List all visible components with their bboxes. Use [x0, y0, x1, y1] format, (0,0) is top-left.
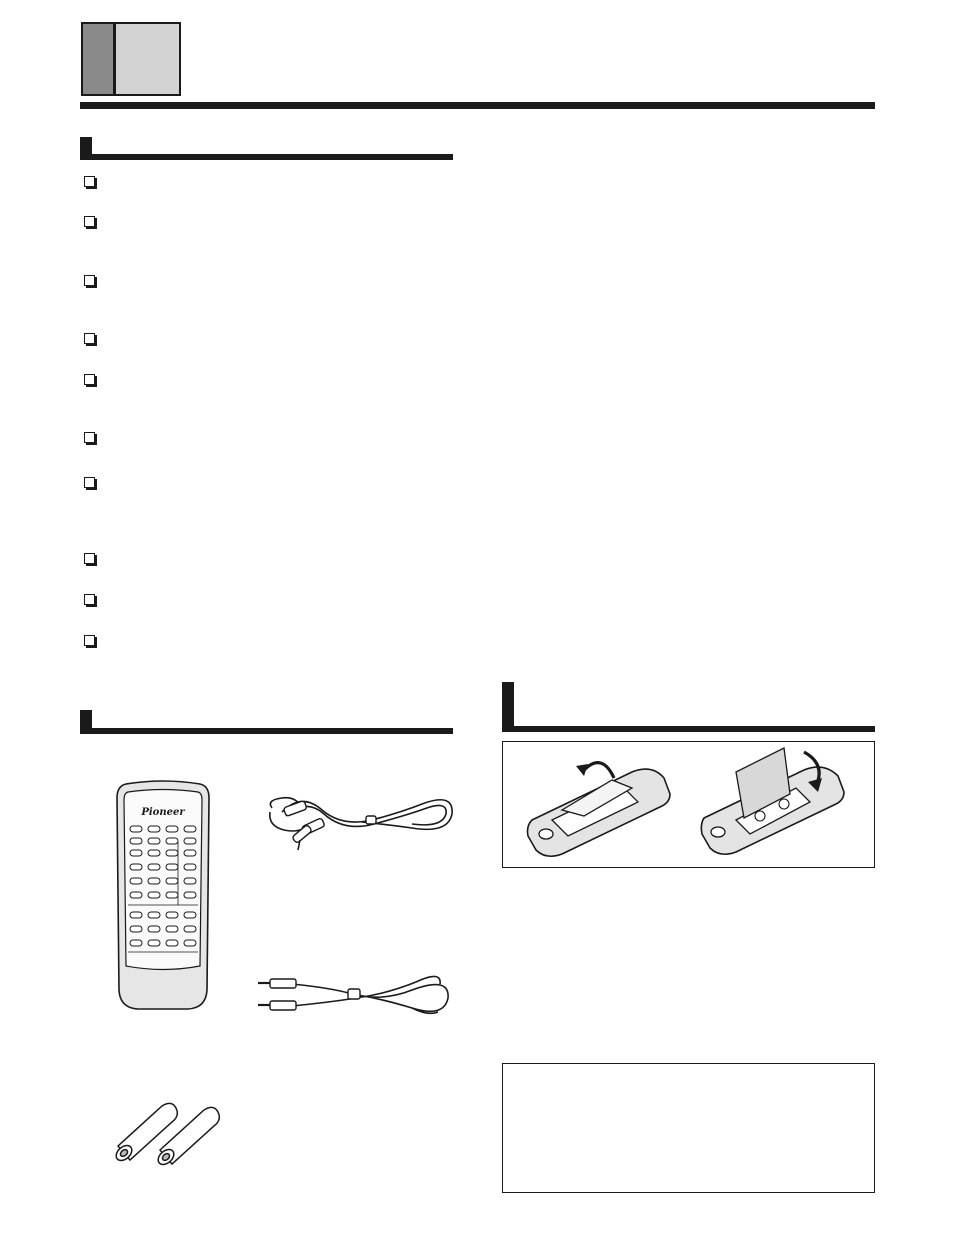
remote-button — [184, 892, 196, 898]
remote-button — [184, 850, 196, 856]
remote-button — [166, 826, 178, 832]
remote-button — [166, 926, 178, 932]
svg-text:Pioneer: Pioneer — [141, 807, 185, 818]
remote-button — [130, 838, 142, 844]
checkbox-icon — [84, 477, 95, 488]
remote-button — [130, 912, 142, 918]
remote-button — [130, 926, 142, 932]
remote-button — [148, 878, 160, 884]
checkbox-icon — [84, 176, 95, 187]
remote-button — [148, 850, 160, 856]
remote-button — [184, 912, 196, 918]
checkbox-icon — [84, 635, 95, 646]
checkbox-icon — [84, 594, 95, 605]
note-box — [502, 1063, 875, 1193]
remote-button — [148, 940, 160, 946]
remote-button — [148, 826, 160, 832]
remote-button — [130, 826, 142, 832]
remote-button — [166, 878, 178, 884]
remote-button — [166, 864, 178, 870]
rca-audio-cable-icon — [262, 782, 456, 852]
remote-button — [184, 826, 196, 832]
remote-button — [184, 926, 196, 932]
remote-control-icon — [112, 780, 214, 1012]
remote-button — [184, 878, 196, 884]
remote-button — [130, 850, 142, 856]
aa-batteries-icon — [112, 1098, 222, 1170]
chapter-tab-dark — [81, 22, 115, 96]
checkbox-icon — [84, 553, 95, 564]
remote-button — [148, 892, 160, 898]
remote-button — [130, 864, 142, 870]
remote-button — [130, 940, 142, 946]
remote-button — [130, 892, 142, 898]
remote-button — [148, 838, 160, 844]
section-head-accessories — [80, 710, 453, 734]
remote-button — [130, 878, 142, 884]
remote-button — [166, 912, 178, 918]
remote-button — [166, 940, 178, 946]
checkbox-icon — [84, 216, 95, 227]
remote-button — [166, 892, 178, 898]
checkbox-icon — [84, 374, 95, 385]
remote-button — [184, 838, 196, 844]
remote-button — [148, 926, 160, 932]
header-rule — [80, 102, 875, 109]
remote-button — [184, 864, 196, 870]
remote-button — [166, 838, 178, 844]
remote-button — [148, 912, 160, 918]
stereo-mini-plug-cable-icon — [252, 964, 456, 1022]
remote-battery-cover-open-icon — [522, 750, 672, 862]
checkbox-icon — [84, 432, 95, 443]
section-head-batteries — [502, 682, 875, 732]
remote-button — [166, 850, 178, 856]
checkbox-icon — [84, 275, 95, 286]
section-head-features — [80, 137, 453, 160]
checkbox-icon — [84, 333, 95, 344]
remote-button — [184, 940, 196, 946]
chapter-tab-light — [114, 22, 181, 96]
remote-button — [148, 864, 160, 870]
remote-battery-insert-icon — [692, 744, 852, 862]
